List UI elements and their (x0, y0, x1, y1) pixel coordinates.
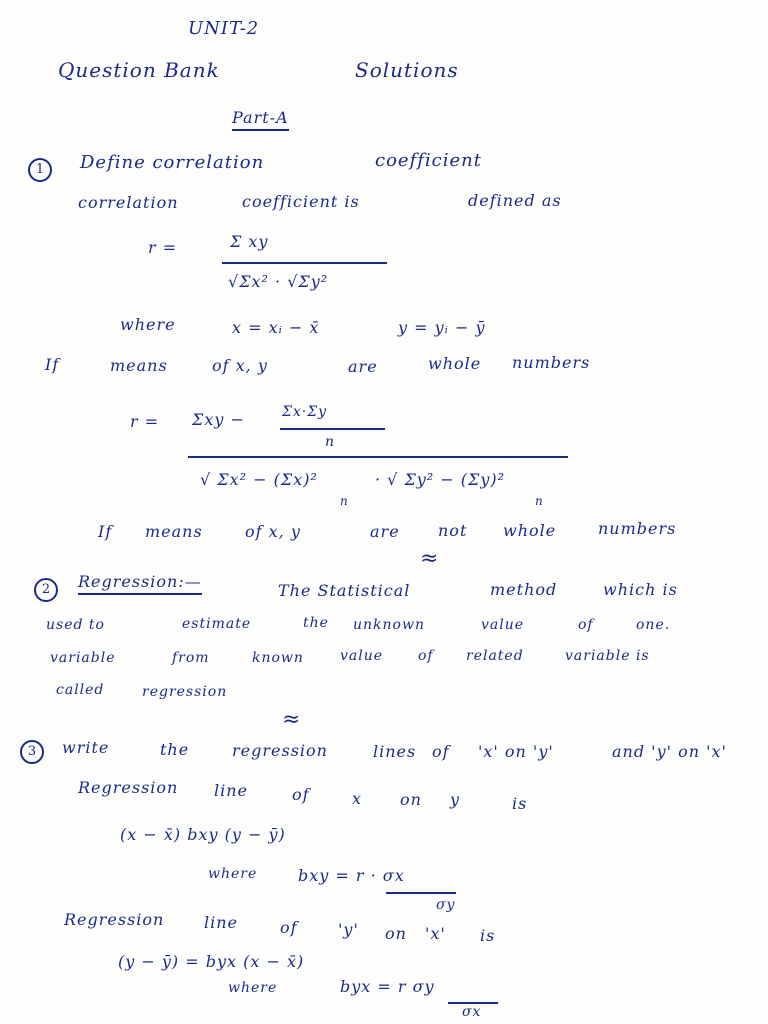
q2-line3-e: of (418, 648, 434, 664)
cond-if: If (45, 355, 60, 374)
r1-on: on (400, 790, 422, 809)
q1-def-c: defined as (468, 191, 562, 210)
r-formula2-den-d: n (535, 494, 544, 508)
r-formula2-den-b: n (340, 494, 349, 508)
q2-line3-b: from (172, 650, 210, 666)
bxy-formula: bxy = r · σx (298, 866, 405, 885)
r-formula2-den-a: √ Σx² − (Σx)² (200, 470, 318, 489)
question-number-3: 3 (20, 740, 44, 764)
q2-line3-a: variable (50, 650, 116, 666)
q1-def-b: coefficient is (242, 192, 360, 211)
r2-line: line (204, 913, 239, 932)
cond2-if: If (98, 522, 113, 541)
separator-squiggle-1: ≈ (420, 546, 439, 571)
r-formula2-num-a: Σxy − (192, 410, 245, 429)
q1-question-tail: coefficient (375, 150, 482, 171)
r-formula2-num-c: n (325, 434, 336, 450)
question-number-1: 1 (28, 158, 52, 182)
part-heading: Part-A (232, 108, 289, 131)
regression-eq-2: (y − ȳ) = byx (x − x̄) (118, 952, 305, 971)
r1-y: y (450, 790, 461, 809)
q2-line2-d: unknown (353, 617, 425, 633)
where-label-1: where (120, 315, 176, 334)
q3-regression: regression (232, 741, 328, 760)
r-formula2-fraction-bar (188, 456, 568, 458)
cond-of-xy: of x, y (212, 356, 268, 375)
r-formula-numerator: Σ xy (230, 232, 269, 251)
title-question-bank: Question Bank (58, 58, 220, 82)
r-formula-fraction-bar (222, 262, 387, 264)
cond2-are: are (370, 522, 400, 541)
title-solutions: Solutions (355, 58, 459, 82)
r-formula2-num-b: Σx·Σy (282, 404, 328, 420)
q2-line2-c: the (303, 615, 329, 631)
q2-line2-f: of (578, 617, 594, 633)
regression-eq-1: (x − x̄) bxy (y − ȳ) (120, 825, 286, 844)
r1-x: x (352, 789, 363, 808)
byx-denominator: σx (462, 1004, 482, 1020)
q2-line2-b: estimate (182, 616, 252, 632)
q2-line4-b: regression (142, 684, 228, 700)
question-number-2: 2 (34, 578, 58, 602)
bxy-denominator: σy (436, 897, 456, 913)
q2-line2-g: one. (636, 617, 671, 633)
r1-is: is (512, 794, 528, 813)
q2-line2-a: used to (46, 617, 105, 633)
byx-formula: byx = r σy (340, 977, 435, 996)
r1-of: of (292, 785, 310, 804)
cond-are: are (348, 357, 378, 376)
y-definition: y = yᵢ − ȳ (398, 318, 486, 337)
q3-y-on-x: and 'y' on 'x' (612, 742, 727, 761)
q2-line3-f: related (466, 648, 524, 664)
q3-of: of (432, 742, 450, 761)
q1-question: Define correlation (80, 152, 265, 173)
regression-term: Regression:— (78, 572, 202, 595)
r2-of: of (280, 918, 298, 937)
where-label-2: where (208, 866, 258, 882)
q3-x-on-y: 'x' on 'y' (478, 742, 554, 761)
x-definition: x = xᵢ − x̄ (232, 318, 320, 337)
cond2-numbers: numbers (598, 519, 677, 538)
where-label-3: where (228, 980, 278, 996)
q3-lines: lines (373, 742, 417, 761)
cond-whole: whole (428, 354, 482, 373)
r2-is: is (480, 926, 496, 945)
unit-heading: UNIT-2 (188, 18, 260, 39)
r-formula2-lhs: r = (130, 412, 160, 431)
r-formula-lhs: r = (148, 238, 178, 257)
q2-line1-b: method (490, 580, 558, 599)
r1-regression: Regression (78, 778, 179, 797)
q2-line3-c: known (252, 650, 304, 666)
r2-x: 'x' (425, 924, 446, 943)
r2-regression: Regression (64, 910, 165, 929)
q3-the: the (160, 740, 190, 759)
q1-def-a: correlation (78, 193, 179, 212)
cond2-means: means (145, 522, 203, 541)
q2-line1-c: which is (603, 580, 678, 599)
r2-on: on (385, 924, 407, 943)
q2-line3-d: value (340, 648, 384, 664)
cond-numbers: numbers (512, 353, 591, 372)
q2-line4-a: called (56, 682, 105, 698)
bxy-fraction-bar (386, 892, 456, 894)
q2-line3-g: variable is (565, 648, 650, 664)
r-formula-denominator: √Σx² · √Σy² (228, 272, 329, 291)
cond2-whole: whole (503, 521, 557, 540)
r1-line: line (214, 781, 249, 800)
r-formula2-den-c: · √ Σy² − (Σy)² (375, 470, 506, 489)
q2-line1-a: The Statistical (278, 581, 411, 600)
cond-means: means (110, 356, 168, 375)
r2-y: 'y' (338, 920, 359, 939)
q3-write: write (62, 738, 110, 757)
q2-line2-e: value (481, 617, 525, 633)
r-formula2-inner-bar (280, 428, 385, 430)
separator-squiggle-2: ≈ (282, 707, 301, 732)
cond2-not: not (438, 521, 468, 540)
cond2-of-xy: of x, y (245, 522, 301, 541)
